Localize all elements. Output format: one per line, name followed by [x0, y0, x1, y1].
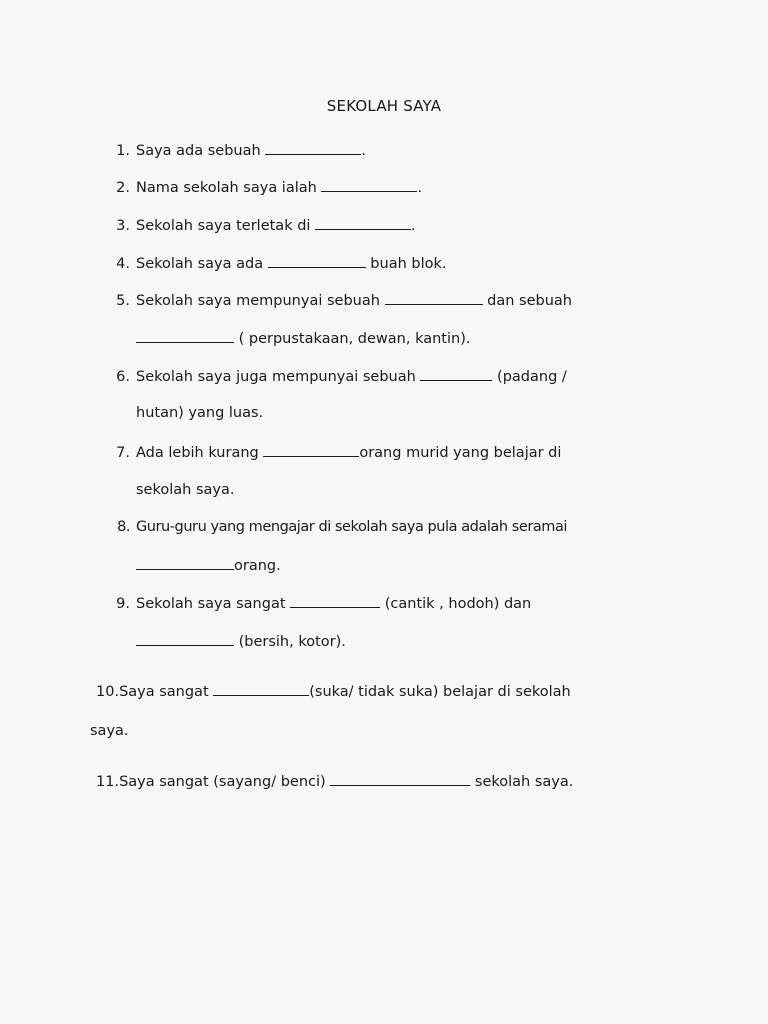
- answer-blank[interactable]: [265, 140, 361, 155]
- question-number: 5.: [116, 293, 130, 309]
- answer-blank[interactable]: [385, 290, 483, 305]
- question-8-continued: [136, 555, 281, 576]
- answer-blank[interactable]: [321, 177, 417, 192]
- answer-blank[interactable]: [330, 771, 470, 786]
- question-4: [106, 253, 447, 274]
- question-text: Sekolah saya sangat: [136, 596, 291, 612]
- question-10-continued: [90, 721, 129, 741]
- question-text: Sekolah saya terletak di: [136, 218, 316, 234]
- answer-blank[interactable]: [136, 631, 234, 646]
- page-title: SEKOLAH SAYA: [326, 97, 442, 115]
- question-number: 2.: [116, 180, 130, 196]
- question-text: sekolah saya.: [136, 482, 235, 498]
- question-6: [106, 366, 567, 387]
- question-5: [106, 290, 572, 311]
- question-number: 1.: [116, 143, 130, 159]
- question-text: (suka/ tidak suka) belajar di sekolah: [309, 684, 571, 700]
- question-11: [96, 771, 573, 792]
- question-text: saya.: [90, 723, 129, 739]
- question-number: 6.: [116, 369, 130, 385]
- question-2: [106, 177, 422, 198]
- question-text: orang murid yang belajar di: [359, 445, 562, 461]
- question-text: Saya sangat (sayang/ benci): [119, 774, 331, 790]
- answer-blank[interactable]: [263, 442, 359, 457]
- question-number: 10.: [96, 684, 120, 700]
- question-7: [106, 442, 561, 463]
- answer-blank[interactable]: [213, 681, 309, 696]
- question-text: orang.: [234, 558, 281, 574]
- question-number: 8.: [117, 519, 130, 535]
- answer-blank[interactable]: [136, 328, 234, 343]
- question-text: Sekolah saya mempunyai sebuah: [136, 293, 385, 309]
- question-1: [106, 140, 366, 161]
- question-number: 11.: [96, 774, 120, 790]
- question-text: Sekolah saya juga mempunyai sebuah: [136, 369, 421, 385]
- question-text: Saya sangat: [119, 684, 214, 700]
- question-text: .: [417, 180, 423, 196]
- question-9-continued: [136, 631, 346, 652]
- question-text: sekolah saya.: [470, 774, 574, 790]
- question-text: Sekolah saya ada: [136, 256, 268, 272]
- question-text: .: [411, 218, 416, 234]
- question-number: 3.: [116, 218, 130, 234]
- question-text: dan sebuah: [482, 293, 572, 309]
- question-text: .: [361, 143, 366, 159]
- question-text: Nama sekolah saya ialah: [136, 180, 322, 196]
- question-text: buah blok.: [365, 256, 447, 272]
- question-text: ( perpustakaan, dewan, kantin).: [234, 331, 471, 347]
- question-text: Saya ada sebuah: [136, 143, 266, 159]
- question-7-continued: [136, 480, 234, 500]
- question-3: [106, 215, 416, 236]
- question-number: 4.: [116, 256, 130, 272]
- answer-blank[interactable]: [268, 253, 366, 268]
- question-text: (cantik , hodoh) dan: [380, 596, 532, 612]
- question-text: (padang /: [492, 369, 567, 385]
- question-10: [96, 681, 571, 702]
- question-text: Ada lebih kurang: [136, 445, 264, 461]
- question-5-continued: [136, 328, 470, 349]
- question-text: hutan) yang luas.: [136, 405, 264, 421]
- answer-blank[interactable]: [290, 593, 380, 608]
- question-8: [106, 517, 567, 537]
- answer-blank[interactable]: [315, 215, 411, 230]
- answer-blank[interactable]: [420, 366, 492, 381]
- question-number: 9.: [116, 596, 130, 612]
- question-9: [106, 593, 531, 614]
- question-number: 7.: [116, 445, 130, 461]
- question-text: (bersih, kotor).: [234, 634, 346, 650]
- answer-blank[interactable]: [136, 555, 234, 570]
- question-6-continued: [136, 403, 263, 423]
- question-text: Guru-guru yang mengajar di sekolah saya pula adalah seramai: [136, 519, 567, 535]
